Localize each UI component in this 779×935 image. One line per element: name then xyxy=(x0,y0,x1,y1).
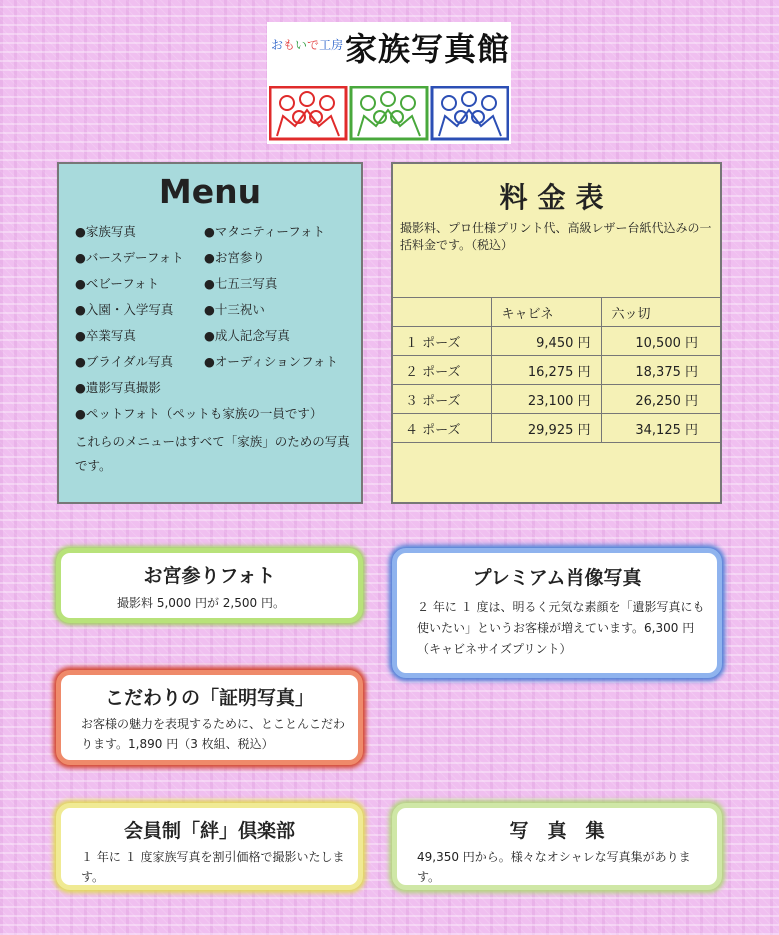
price-header-cell: 六ッ切 xyxy=(601,298,720,327)
card-title: お宮参りフォト xyxy=(143,565,276,587)
studio-logo xyxy=(267,22,511,144)
card-text: ２ 年に １ 度は、明るく元気な素顔を「遺影写真にも使いたい」というお客様が増えています。6,300 円（キャビネサイズプリント） xyxy=(417,600,705,656)
rokugiri-price-cell: 34,125 円 xyxy=(601,414,720,443)
kizuna-club-card xyxy=(56,803,363,890)
cabinet-price-cell: 29,925 円 xyxy=(491,414,601,443)
table-row xyxy=(393,356,720,385)
menu-panel xyxy=(57,162,363,504)
menu-item: ●七五三写真 xyxy=(204,276,278,291)
family-group-red-icon xyxy=(270,87,346,139)
rokugiri-price-cell: 10,500 円 xyxy=(601,327,720,356)
menu-item: ●マタニティーフォト xyxy=(204,224,326,239)
menu-item: ●遺影写真撮影 xyxy=(75,380,161,395)
family-group-green-icon xyxy=(351,87,427,139)
price-header-cell xyxy=(393,298,491,327)
logo-tagline-char: で xyxy=(307,38,320,52)
logo-tagline-char: も xyxy=(283,38,296,52)
cabinet-price-cell: 9,450 円 xyxy=(491,327,601,356)
menu-item: ●バースデーフォト xyxy=(75,250,184,265)
pose-cell: ２ ポーズ xyxy=(393,356,491,385)
card-text: 撮影料 5,000 円が 2,500 円。 xyxy=(117,596,285,610)
menu-item: ●成人記念写真 xyxy=(204,328,290,343)
menu-note: これらのメニューはすべて「家族」のための写真です。 xyxy=(75,434,350,473)
table-row xyxy=(393,414,720,443)
cabinet-price-cell: 23,100 円 xyxy=(491,385,601,414)
pose-cell: １ ポーズ xyxy=(393,327,491,356)
id-photo-card xyxy=(56,670,363,765)
price-description: 撮影料、プロ仕様プリント代、高級レザー台紙代込みの一括料金です。（税込） xyxy=(400,221,712,252)
logo-tagline-char: お xyxy=(271,38,284,52)
pose-cell: ３ ポーズ xyxy=(393,385,491,414)
premium-portrait-card xyxy=(392,548,722,678)
menu-item: ●卒業写真 xyxy=(75,328,136,343)
menu-item: ●オーディションフォト xyxy=(204,354,339,369)
menu-item: ●ペットフォト（ペットも家族の一員です） xyxy=(75,406,323,421)
price-table-header xyxy=(393,298,720,327)
logo-tagline xyxy=(271,36,343,53)
omiya-photo-card xyxy=(56,548,363,623)
card-text: 49,350 円から。様々なオシャレな写真集があります。 xyxy=(417,850,691,884)
price-panel xyxy=(391,162,722,504)
card-text: お客様の魅力を表現するために、とことんこだわります。1,890 円（3 枚組、税込） xyxy=(81,717,346,751)
menu-item: ●ブライダル写真 xyxy=(75,354,174,369)
menu-item: ●入園・入学写真 xyxy=(75,302,174,317)
menu-item: ●お宮参り xyxy=(204,250,265,265)
menu-item: ●十三祝い xyxy=(204,302,265,317)
family-illustration xyxy=(269,86,509,142)
logo-tagline-char: い xyxy=(295,38,308,52)
card-title: 写 真 集 xyxy=(509,820,605,842)
cabinet-price-cell: 16,275 円 xyxy=(491,356,601,385)
menu-item: ●ベビーフォト xyxy=(75,276,160,291)
table-row xyxy=(393,327,720,356)
logo-brand-name: 家族写真館 xyxy=(345,30,511,68)
table-row xyxy=(393,385,720,414)
card-title: プレミアム肖像写真 xyxy=(472,567,642,589)
card-text: １ 年に １ 度家族写真を割引価格で撮影いたします。 xyxy=(81,850,345,884)
photobook-card xyxy=(392,803,722,890)
rokugiri-price-cell: 18,375 円 xyxy=(601,356,720,385)
rokugiri-price-cell: 26,250 円 xyxy=(601,385,720,414)
family-group-blue-icon xyxy=(432,87,508,139)
price-table xyxy=(393,297,720,443)
card-title: 会員制「絆」倶楽部 xyxy=(123,820,295,842)
price-header-cell: キャビネ xyxy=(491,298,601,327)
logo-tagline-char: 工 xyxy=(319,38,332,52)
price-title: 料金表 xyxy=(499,181,614,214)
logo-tagline-char: 房 xyxy=(331,38,344,52)
card-title: こだわりの「証明写真」 xyxy=(104,687,314,709)
menu-title: Menu xyxy=(158,172,262,211)
menu-item: ●家族写真 xyxy=(75,224,136,239)
pose-cell: ４ ポーズ xyxy=(393,414,491,443)
